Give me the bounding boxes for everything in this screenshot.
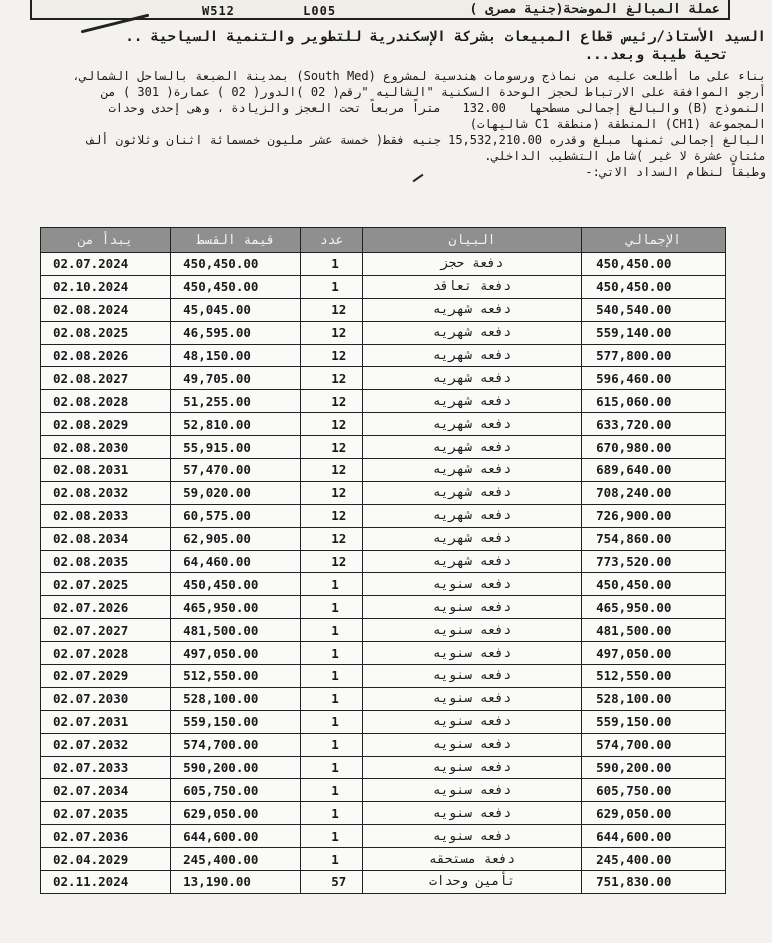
table-row [41,253,726,276]
installment-cell: 512,550.00 [171,665,301,688]
count-cell: 12 [301,504,363,527]
statement-cell: دفعه شهريه [362,504,581,527]
statement-cell: دفعه سنويه [362,687,581,710]
table-row [41,756,726,779]
count-cell: 1 [301,665,363,688]
count-cell: 12 [301,321,363,344]
start-date-cell: 02.08.2030 [41,436,171,459]
total-cell: 708,240.00 [582,481,726,504]
total-cell: 465,950.00 [582,596,726,619]
header-installment: قيمة القسط [171,228,301,253]
count-cell: 1 [301,779,363,802]
installment-cell: 574,700.00 [171,733,301,756]
table-row [41,779,726,802]
start-date-cell: 02.07.2027 [41,619,171,642]
total-cell: 615,060.00 [582,390,726,413]
table-row [41,871,726,894]
table-row [41,687,726,710]
count-cell: 1 [301,253,363,276]
installment-cell: 60,575.00 [171,504,301,527]
start-date-cell: 02.07.2031 [41,710,171,733]
table-row [41,710,726,733]
total-cell: 450,450.00 [582,253,726,276]
table-row [41,367,726,390]
start-date-cell: 02.08.2032 [41,481,171,504]
table-row [41,436,726,459]
table-row [41,459,726,482]
statement-cell: دفعة مستحقه [362,848,581,871]
statement-cell: دفعه سنويه [362,710,581,733]
start-date-cell: 02.07.2025 [41,573,171,596]
start-date-cell: 02.08.2029 [41,413,171,436]
statement-cell: دفعه شهريه [362,321,581,344]
installment-cell: 629,050.00 [171,802,301,825]
payment-schedule-table [40,227,726,894]
count-cell: 12 [301,390,363,413]
unit-codes [202,4,396,18]
statement-cell: دفعه شهريه [362,459,581,482]
installment-cell: 52,810.00 [171,413,301,436]
statement-cell: دفعه شهريه [362,390,581,413]
installment-cell: 59,020.00 [171,481,301,504]
installment-cell: 46,595.00 [171,321,301,344]
total-cell: 577,800.00 [582,344,726,367]
start-date-cell: 02.07.2028 [41,642,171,665]
statement-cell: دفعه شهريه [362,481,581,504]
count-cell: 12 [301,298,363,321]
start-date-cell: 02.07.2036 [41,825,171,848]
table-row [41,825,726,848]
installment-cell: 51,255.00 [171,390,301,413]
statement-cell: دفعه شهريه [362,436,581,459]
total-cell: 605,750.00 [582,779,726,802]
installment-cell: 450,450.00 [171,573,301,596]
statement-cell: دفعه سنويه [362,619,581,642]
installment-cell: 528,100.00 [171,687,301,710]
installment-cell: 605,750.00 [171,779,301,802]
line5-text-b: جنيه فقط( خمسة عشر مليون خمسمائة اثنان وثلاثون ألف [86,133,441,147]
table-row [41,527,726,550]
count-cell: 1 [301,802,363,825]
statement-cell: دفعه شهريه [362,527,581,550]
statement-cell: دفعة تعاقد [362,275,581,298]
table-row [41,481,726,504]
start-date-cell: 02.07.2033 [41,756,171,779]
total-cell: 512,550.00 [582,665,726,688]
letter-line-3 [0,100,768,116]
installment-cell: 57,470.00 [171,459,301,482]
installment-cell: 465,950.00 [171,596,301,619]
total-cell: 726,900.00 [582,504,726,527]
line1-text-a: بناء على ما أطلعت عليه من نماذج ورسومات هندسية لمشروع [383,69,766,83]
table-row [41,321,726,344]
table-row [41,298,726,321]
total-cell: 633,720.00 [582,413,726,436]
total-cell: 754,860.00 [582,527,726,550]
table-row [41,573,726,596]
installment-cell: 64,460.00 [171,550,301,573]
total-cell: 481,500.00 [582,619,726,642]
start-date-cell: 02.07.2032 [41,733,171,756]
start-date-cell: 02.08.2031 [41,459,171,482]
total-cell: 559,150.00 [582,710,726,733]
count-cell: 1 [301,710,363,733]
start-date-cell: 02.08.2034 [41,527,171,550]
total-cell: 670,980.00 [582,436,726,459]
total-cell: 245,400.00 [582,848,726,871]
count-cell: 12 [301,344,363,367]
total-cell: 644,600.00 [582,825,726,848]
table-header-row [41,228,726,253]
installment-cell: 497,050.00 [171,642,301,665]
count-cell: 1 [301,825,363,848]
total-cell: 450,450.00 [582,573,726,596]
start-date-cell: 02.04.2029 [41,848,171,871]
count-cell: 12 [301,413,363,436]
letter-line-7: وطبقاً لنظام السداد الاتي:- [585,165,766,179]
statement-cell: دفعه سنويه [362,733,581,756]
letter-body [0,28,768,180]
total-cell: 540,540.00 [582,298,726,321]
table-row [41,275,726,298]
letter-line-4: المجموعة (CH1) المنطقة (منطقة C1 شاليهات) [469,117,766,131]
installment-cell: 45,045.00 [171,298,301,321]
count-cell: 1 [301,275,363,298]
statement-cell: دفعه سنويه [362,573,581,596]
start-date-cell: 02.07.2035 [41,802,171,825]
start-date-cell: 02.08.2026 [41,344,171,367]
installment-cell: 481,500.00 [171,619,301,642]
total-cell: 689,640.00 [582,459,726,482]
count-cell: 57 [301,871,363,894]
start-date-cell: 02.08.2035 [41,550,171,573]
count-cell: 12 [301,436,363,459]
statement-cell: دفعه سنويه [362,596,581,619]
statement-cell: دفعه شهريه [362,367,581,390]
table-row [41,550,726,573]
letter-line-2: أرجو الموافقة على الارتباط لحجز الوحدة السكنية "الشاليه "رقم( 02 )الدور( 02 ) عمارة( 301 ) من [101,85,766,99]
header-count: عدد [301,228,363,253]
table-row [41,665,726,688]
total-cell: 450,450.00 [582,275,726,298]
header-statement: البيان [362,228,581,253]
count-cell: 1 [301,687,363,710]
table-row [41,344,726,367]
installment-cell: 450,450.00 [171,275,301,298]
count-cell: 12 [301,459,363,482]
statement-cell: دفعه سنويه [362,802,581,825]
start-date-cell: 02.10.2024 [41,275,171,298]
code-w: W512 [202,4,235,18]
table-row [41,619,726,642]
statement-cell: دفعه سنويه [362,665,581,688]
statement-cell: دفعة حجز [362,253,581,276]
start-date-cell: 02.11.2024 [41,871,171,894]
table-row [41,642,726,665]
installment-cell: 48,150.00 [171,344,301,367]
start-date-cell: 02.07.2026 [41,596,171,619]
count-cell: 12 [301,367,363,390]
installment-cell: 644,600.00 [171,825,301,848]
letter-line-6: مئتان عشرة لا غير )شامل التشطيب الداخلي. [484,149,766,163]
greeting-line: تحية طيبة وبعد... [584,47,728,63]
total-cell: 629,050.00 [582,802,726,825]
count-cell: 1 [301,642,363,665]
start-date-cell: 02.08.2025 [41,321,171,344]
installment-cell: 13,190.00 [171,871,301,894]
installment-cell: 62,905.00 [171,527,301,550]
table-row [41,596,726,619]
installment-cell: 49,705.00 [171,367,301,390]
total-cell: 590,200.00 [582,756,726,779]
code-l: L005 [303,4,337,18]
start-date-cell: 02.07.2034 [41,779,171,802]
total-cell: 574,700.00 [582,733,726,756]
line3-text-b: متراً مربعاً تحت العجز والزيادة ، وهى إحدى وحدات [108,101,441,115]
count-cell: 1 [301,733,363,756]
start-date-cell: 02.08.2024 [41,298,171,321]
letter-line-5 [0,132,768,148]
installment-cell: 559,150.00 [171,710,301,733]
table-row [41,390,726,413]
count-cell: 1 [301,596,363,619]
table-row [41,802,726,825]
line5-text-a: البالغ إجمالى ثمنها مبلغ وقدره [549,133,766,147]
count-cell: 1 [301,619,363,642]
statement-cell: دفعه شهريه [362,344,581,367]
statement-cell: دفعه شهريه [362,413,581,436]
statement-cell: دفعه سنويه [362,779,581,802]
installment-cell: 55,915.00 [171,436,301,459]
statement-cell: دفعه شهريه [362,298,581,321]
count-cell: 1 [301,756,363,779]
table-row [41,413,726,436]
statement-cell: دفعه سنويه [362,825,581,848]
total-cell: 497,050.00 [582,642,726,665]
count-cell: 12 [301,481,363,504]
header-start-date: يبدأ من [41,228,171,253]
unit-area: 132.00 [462,101,506,115]
count-cell: 12 [301,527,363,550]
start-date-cell: 02.08.2028 [41,390,171,413]
addressee-line: السيد الأستاذ/رئيس قطاع المبيعات بشركة الإسكندرية للتطوير والتنمية السياحية .. [125,29,766,45]
start-date-cell: 02.07.2030 [41,687,171,710]
count-cell: 1 [301,848,363,871]
total-cell: 559,140.00 [582,321,726,344]
count-cell: 12 [301,550,363,573]
statement-cell: دفعه سنويه [362,756,581,779]
table-body [41,253,726,894]
start-date-cell: 02.08.2027 [41,367,171,390]
total-cell: 596,460.00 [582,367,726,390]
line1-text-b: بمدينة الضبعة بالساحل الشمالي، [72,69,290,83]
start-date-cell: 02.07.2024 [41,253,171,276]
count-cell: 1 [301,573,363,596]
total-cell: 528,100.00 [582,687,726,710]
total-price: 15,532,210.00 [448,133,543,147]
currency-note: عملة المبالغ الموضحة(جنية مصرى ) [469,2,720,17]
statement-cell: تأمين وحدات [362,871,581,894]
header-total: الإجمالي [582,228,726,253]
total-cell: 773,520.00 [582,550,726,573]
table-row [41,848,726,871]
table-row [41,504,726,527]
table-row [41,733,726,756]
installment-cell: 450,450.00 [171,253,301,276]
installment-cell: 245,400.00 [171,848,301,871]
line3-text-a: النموذج (B) والبالغ إجمالى مسطحها [527,101,766,115]
installment-cell: 590,200.00 [171,756,301,779]
project-name: (South Med) [296,69,376,83]
statement-cell: دفعه شهريه [362,550,581,573]
start-date-cell: 02.07.2029 [41,665,171,688]
letter-line-1 [0,68,768,84]
start-date-cell: 02.08.2033 [41,504,171,527]
statement-cell: دفعه سنويه [362,642,581,665]
total-cell: 751,830.00 [582,871,726,894]
